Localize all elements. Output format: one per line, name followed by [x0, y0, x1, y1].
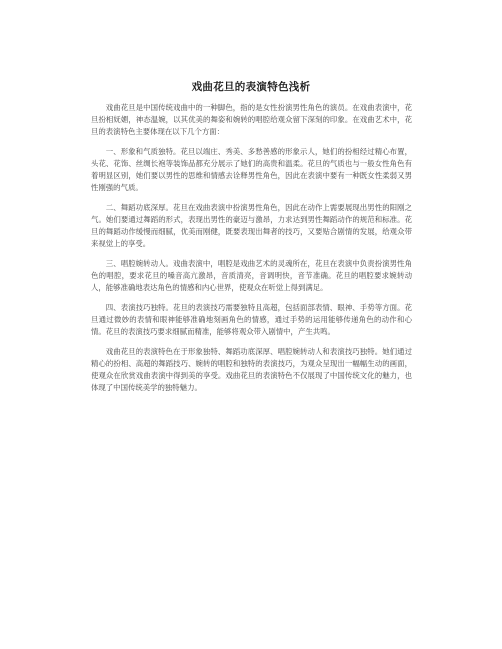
document-body: [91, 102, 412, 402]
section-one-paragraph: 一、形象和气质独特。花旦以端庄、秀美、多愁善感的形象示人，她们的扮相经过精心布置，头花、花饰、丝绸长袍等装饰品都充分展示了她们的高贵和温柔。花旦的气质也与一般女性角色有着明显区别，她们要以男性的思维和情感去诠释男性角色，因此在表演中要有一种既女性柔弱又男性刚强的气质。: [91, 147, 412, 192]
section-two-paragraph: 二、舞蹈功底深厚。花旦在戏曲表演中扮演男性角色，因此在动作上需要展现出男性的阳刚之气。她们要通过舞蹈的形式，表现出男性的豪迈与激昂，力求达到男性舞蹈动作的规范和标准。花旦的舞蹈动作缓慢而细腻，优美而刚健，既要表现出舞者的技巧，又要贴合剧情的发展，给观众带来视觉上的享受。: [91, 203, 412, 248]
section-three-paragraph: 三、唱腔婉转动人。戏曲表演中，唱腔是戏曲艺术的灵魂所在，花旦在表演中负责扮演男性角色的唱腔，要求花旦的嗓音高亢激昂，音质清亮，音调明快，音节准确。花旦的唱腔要求婉转动人，能够准确地表达角色的情感和内心世界，使观众在听觉上得到满足。: [91, 259, 412, 292]
section-four-paragraph: 四、表演技巧独特。花旦的表演技巧需要独特且高超，包括面部表情、眼神、手势等方面。花旦通过微妙的表情和眼神能够准确地刻画角色的情感，通过手势的运用能够传递角色的动作和心情。花旦的表演技巧要求细腻而精准，能够将观众带入剧情中，产生共鸣。: [91, 303, 412, 336]
document-title: 戏曲花旦的表演特色浅析: [191, 81, 311, 93]
intro-paragraph: 戏曲花旦是中国传统戏曲中的一种脚色，指的是女性扮演男性角色的演员。在戏曲表演中，花旦扮相妩媚，神态温婉，以其优美的舞姿和婉转的唱腔给观众留下深刻的印象。在戏曲艺术中，花旦的表演特色主要体现在以下几个方面：: [91, 103, 412, 136]
conclusion-paragraph: 戏曲花旦的表演特色在于形象独特、舞蹈功底深厚、唱腔婉转动人和表演技巧独特。她们通过精心的扮相、高超的舞蹈技巧、婉转的唱腔和独特的表演技巧，为观众呈现出一幅幅生动的画面，使观众在欣赏戏曲表演中得到美的享受。戏曲花旦的表演特色不仅展现了中国传统文化的魅力，也体现了中国传统美学的独特魅力。: [91, 347, 412, 392]
